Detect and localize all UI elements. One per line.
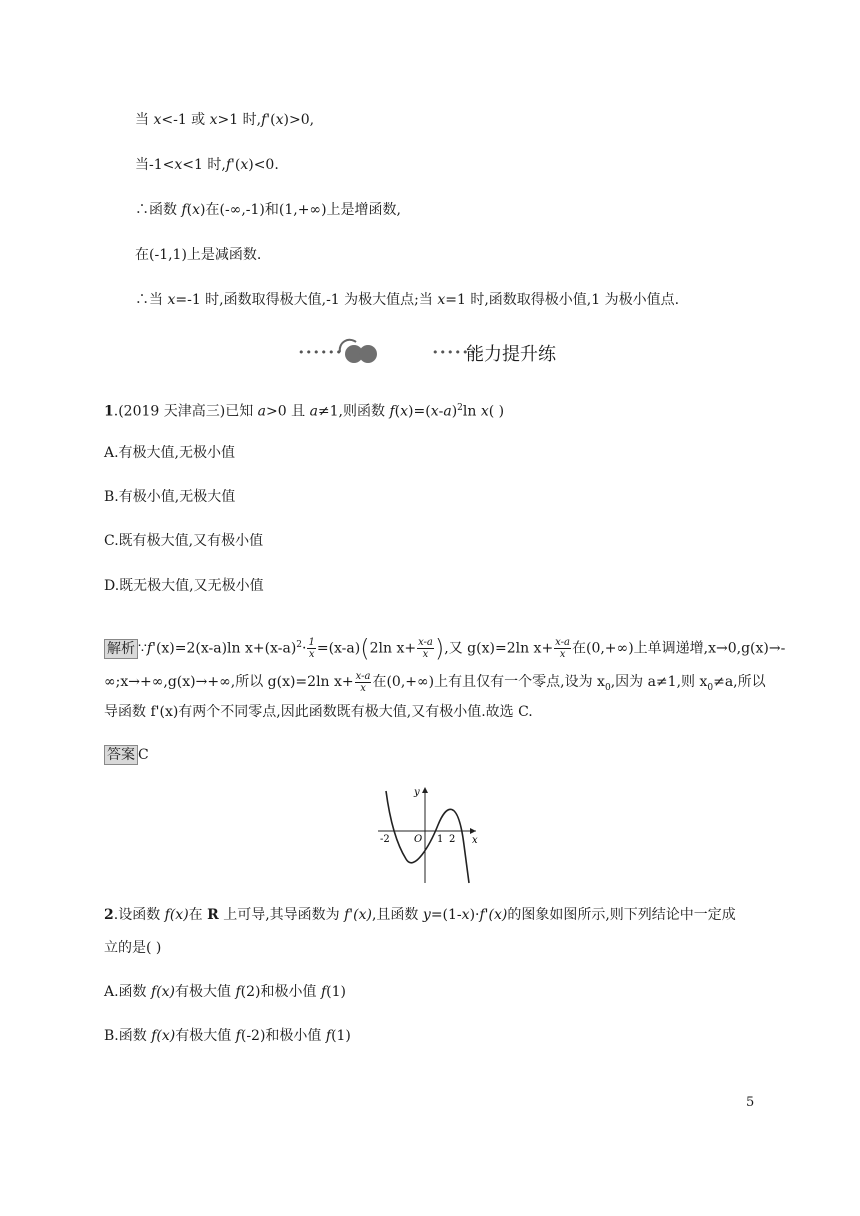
fraction-numerator: 1 xyxy=(308,637,315,649)
func-f-prime: f' xyxy=(225,157,235,173)
text: 在 xyxy=(188,907,208,923)
var-a: a xyxy=(309,403,318,420)
text: ≠a,所以 xyxy=(713,674,766,690)
fraction xyxy=(355,671,372,694)
text: =-1 时,函数取得极大值,-1 为极大值点;当 xyxy=(175,292,438,308)
fraction xyxy=(417,637,434,660)
func-f-prime: f' xyxy=(261,112,271,128)
var-a: a xyxy=(443,403,452,420)
var-x: x xyxy=(174,157,183,173)
tick-2: 2 xyxy=(449,834,456,845)
var-x: x xyxy=(437,292,446,308)
origin-label: O xyxy=(414,834,423,845)
section-title: 能力提升练 xyxy=(466,344,556,365)
fraction-numerator: x-a xyxy=(355,670,371,682)
intro-line-3 xyxy=(135,200,401,220)
var-x: x xyxy=(480,403,489,420)
func-f: f(x) xyxy=(151,984,176,1000)
text: >1 时, xyxy=(217,112,262,128)
q2-option-a[interactable] xyxy=(104,982,346,1002)
text: ( xyxy=(234,157,241,173)
var-a: a xyxy=(257,403,267,420)
text: ∞;x→+∞,g(x)→+∞,所以 g(x)=2ln x+ xyxy=(104,674,354,690)
text: )=( xyxy=(408,403,431,420)
fraction-denominator: x xyxy=(559,649,566,661)
text: · xyxy=(302,640,307,657)
question-2-stem-line-2: 立的是( ) xyxy=(104,940,162,956)
tick-1: 1 xyxy=(437,834,444,845)
func-f-prime: f'(x) xyxy=(344,907,372,923)
func-f-prime: f'(x) xyxy=(479,907,508,923)
text: (-2)和极小值 xyxy=(240,1028,326,1044)
question-number: 1 xyxy=(104,403,114,420)
func-f: f xyxy=(235,1028,241,1044)
text: (2)和极小值 xyxy=(240,984,321,1000)
fraction xyxy=(554,637,571,660)
text: =(1- xyxy=(430,907,462,923)
text: ≠1,则函数 xyxy=(317,403,390,420)
analysis-line-2 xyxy=(104,669,766,701)
text: ,且函数 xyxy=(371,907,423,923)
func-f: f xyxy=(235,984,241,1000)
func-f: f(x) xyxy=(151,1028,176,1044)
text: ( xyxy=(270,112,276,128)
exponent: 2 xyxy=(457,403,463,413)
var-x: x xyxy=(167,292,176,308)
text: A.函数 xyxy=(104,984,152,1000)
var-x: x xyxy=(430,403,439,420)
analysis-label: 解析 xyxy=(104,639,138,659)
var-x: x xyxy=(275,112,284,128)
text: )· xyxy=(469,907,480,923)
var-x: x xyxy=(153,112,162,128)
subscript: 0 xyxy=(707,682,714,693)
text: ( ) xyxy=(488,403,505,420)
func-f: f xyxy=(325,1028,332,1044)
fraction-numerator: x-a xyxy=(418,637,433,649)
text: (1) xyxy=(326,984,346,1000)
text: ,因为 a≠1,则 x xyxy=(610,674,708,690)
subscript: 0 xyxy=(604,682,611,693)
page-number: 5 xyxy=(746,1095,755,1110)
text: =1 时,函数取得极小值,1 为极小值点. xyxy=(445,292,680,308)
text: <-1 或 xyxy=(161,112,210,128)
fraction xyxy=(307,637,315,660)
question-1-stem xyxy=(104,398,504,422)
text: =(x-a) xyxy=(316,640,361,657)
exponent: 2 xyxy=(296,640,303,650)
text: .设函数 xyxy=(113,907,165,923)
text: ) xyxy=(451,403,458,420)
intro-line-5 xyxy=(135,290,679,310)
function-graph xyxy=(376,785,486,885)
text: ∵ xyxy=(138,640,147,657)
y-label: y xyxy=(414,787,420,798)
section-header xyxy=(0,338,860,366)
var-x: x xyxy=(240,157,249,173)
y-axis-arrow-icon xyxy=(422,787,428,793)
real-set: R xyxy=(207,907,219,923)
paren-open: ( xyxy=(360,634,370,663)
option-b[interactable]: B.有极小值,无极大值 xyxy=(104,489,236,505)
text: 在(0,+∞)上单调递增,x→0,g(x)→- xyxy=(571,640,786,657)
text: 有极大值 xyxy=(175,1028,236,1044)
intro-line-4: 在(-1,1)上是减函数. xyxy=(135,247,262,263)
question-number: 2 xyxy=(104,907,114,923)
var-x: x xyxy=(400,403,409,420)
text: 当 xyxy=(135,112,154,128)
text: ∴函数 xyxy=(135,202,182,218)
option-d[interactable]: D.既无极大值,又无极小值 xyxy=(104,578,264,594)
text: 当-1< xyxy=(135,157,175,173)
text: .(2019 天津高三)已知 xyxy=(113,403,258,420)
text: )在(-∞,-1)和(1,+∞)上是增函数, xyxy=(200,202,402,218)
dots-left: •••••• xyxy=(298,346,343,359)
var-x: x xyxy=(209,112,218,128)
fraction-denominator: x xyxy=(360,682,366,694)
x-axis-arrow-icon xyxy=(470,828,476,834)
fraction-denominator: x xyxy=(308,649,315,661)
text: ln xyxy=(462,403,481,420)
func-f-prime: f' xyxy=(146,640,156,657)
func-f: f xyxy=(320,984,327,1000)
text: <1 时, xyxy=(182,157,226,173)
paren-close: ) xyxy=(434,634,445,663)
fraction-numerator: x-a xyxy=(555,637,570,649)
func-f: f xyxy=(181,202,187,218)
option-a[interactable]: A.有极大值,无极小值 xyxy=(104,445,236,461)
text: ( xyxy=(186,202,193,218)
option-c[interactable]: C.既有极大值,又有极小值 xyxy=(104,533,264,549)
x-label: x xyxy=(472,835,478,846)
text: ∴当 xyxy=(135,292,168,308)
curve xyxy=(386,791,469,883)
text: (x)=2(x-a)ln x+(x-a) xyxy=(155,640,297,657)
var-x: x xyxy=(192,202,201,218)
var-y: y xyxy=(422,907,431,923)
q2-option-b[interactable] xyxy=(104,1026,351,1046)
text: (1) xyxy=(331,1028,351,1044)
text: ( xyxy=(394,403,401,420)
intro-line-1 xyxy=(135,110,314,130)
section-badge-icon xyxy=(334,338,382,366)
answer-label: 答案 xyxy=(104,745,138,765)
answer-line xyxy=(104,745,149,765)
question-2-stem-line-1 xyxy=(104,905,736,925)
text: 有极大值 xyxy=(175,984,236,1000)
func-f: f xyxy=(389,403,395,420)
func-f: f(x) xyxy=(164,907,189,923)
analysis-line-1 xyxy=(104,632,785,662)
tick-minus-2: -2 xyxy=(380,834,390,845)
text: 2ln x+ xyxy=(369,640,417,657)
text: )<0. xyxy=(248,157,279,173)
text: >0 且 xyxy=(266,403,310,420)
text: B.函数 xyxy=(104,1028,152,1044)
text: - xyxy=(438,403,444,420)
text: 上可导,其导函数为 xyxy=(218,907,345,923)
dots-right: •••••• xyxy=(432,346,477,359)
analysis-line-3: 导函数 f'(x)有两个不同零点,因此函数既有极大值,又有极小值.故选 C. xyxy=(104,704,533,720)
answer-value: C xyxy=(138,747,149,763)
text: )>0, xyxy=(283,112,315,128)
var-x: x xyxy=(461,907,470,923)
text: ,又 g(x)=2ln x+ xyxy=(444,640,554,657)
text: 的图象如图所示,则下列结论中一定成 xyxy=(507,907,736,923)
fraction-denominator: x xyxy=(422,649,429,661)
text: 在(0,+∞)上有且仅有一个零点,设为 x xyxy=(372,674,605,690)
intro-line-2 xyxy=(135,155,279,175)
